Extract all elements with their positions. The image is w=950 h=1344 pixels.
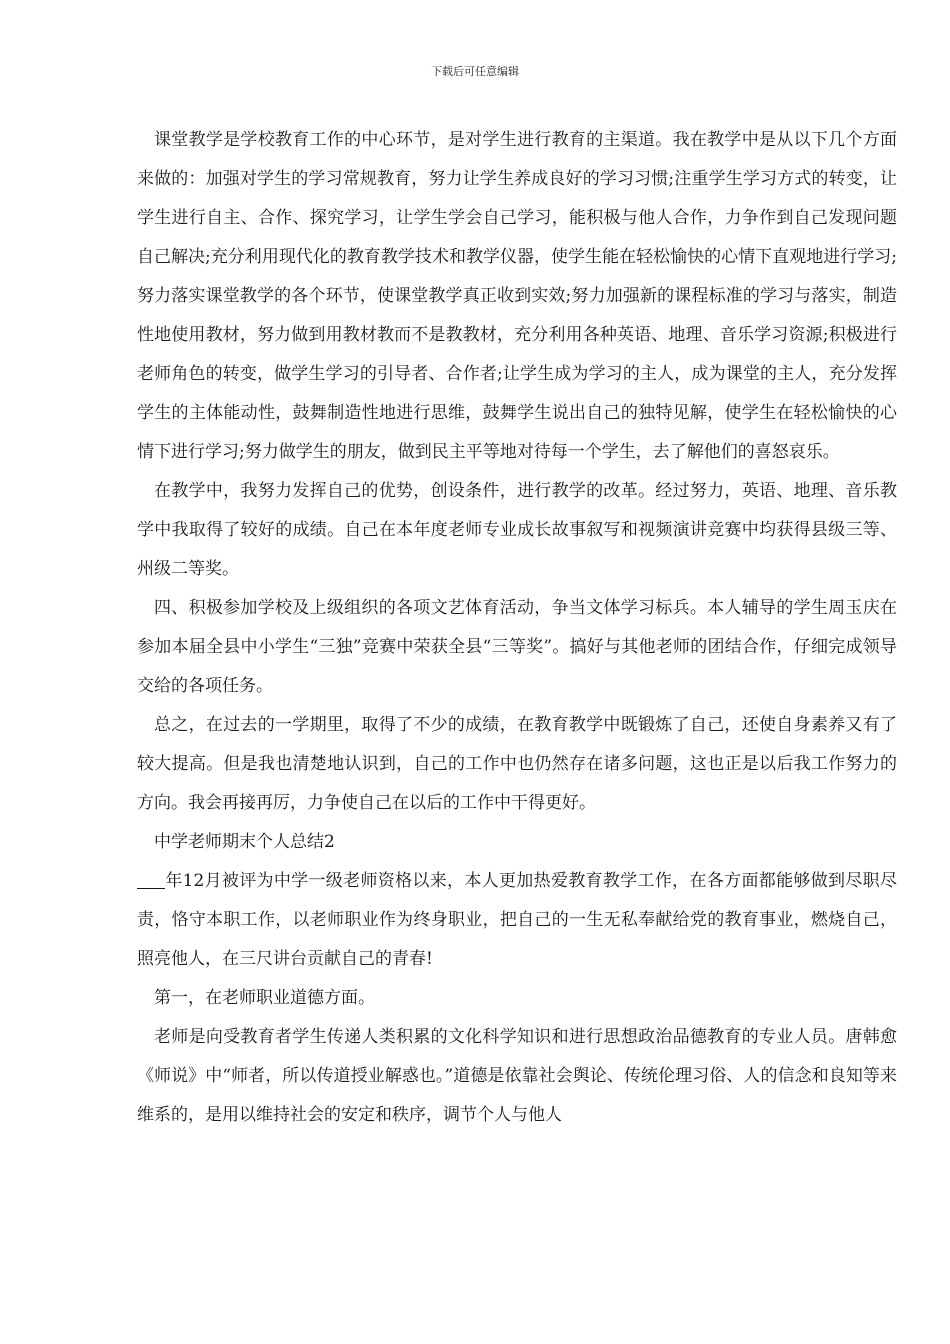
page-header: 下载后可任意编辑 xyxy=(431,65,519,78)
paragraph-conclusion: 总之，在过去的一学期里，取得了不少的成绩，在教育教学中既锻炼了自己，还使自身素养又有了较大提高。但是我也清楚地认识到，自己的工作中也仍然存在诸多问题，这也正是以后我工作努力的方向。我会再接再厉，力争使自己在以后的工作中干得更好。 xyxy=(137,715,897,813)
paragraph-activities: 四、积极参加学校及上级组织的各项文艺体育活动，争当文体学习标兵。本人辅导的学生周玉庆在参加本届全县中小学生“三独”竞赛中荣获全县“三等奖”。搞好与其他老师的团结合作，仔细完成领导交给的各项任务。 xyxy=(137,598,897,696)
paragraph-qualification-text: 年12月被评为中学一级老师资格以来，本人更加热爱教育教学工作，在各方面都能够做到尽职尽责，恪守本职工作，以老师职业作为终身职业，把自己的一生无私奉献给党的教育事业，燃烧自己，照亮他人，在三尺讲台贡献自己的青春! xyxy=(137,871,897,969)
blank-underline xyxy=(137,870,165,889)
paragraph-teaching-reform: 在教学中，我努力发挥自己的优势，创设条件，进行教学的改革。经过努力，英语、地理、音乐教学中我取得了较好的成绩。自己在本年度老师专业成长故事叙写和视频演讲竞赛中均获得县级三等、州级二等奖。 xyxy=(137,481,897,579)
paragraph-classroom-teaching: 课堂教学是学校教育工作的中心环节，是对学生进行教育的主渠道。我在教学中是从以下几个方面来做的：加强对学生的学习常规教育，努力让学生养成良好的学习习惯;注重学生学习方式的转变，让学生进行自主、合作、探究学习，让学生学会自己学习，能积极与他人合作，力争作到自己发现问题自己解决;充分利用现代化的教育教学技术和教学仪器，使学生能在轻松愉快的心情下直观地进行学习;努力落实课堂教学的各个环节，使课堂教学真正收到实效;努力加强新的课程标准的学习与落实，制造性地使用教材，努力做到用教材教而不是教教材，充分利用各种英语、地理、音乐学习资源;积极进行老师角色的转变，做学生学习的引导者、合作者;让学生成为学习的主人，成为课堂的主人，充分发挥学生的主体能动性，鼓舞制造性地进行思维，鼓舞学生说出自己的独特见解，使学生在轻松愉快的心情下进行学习;努力做学生的朋友，做到民主平等地对待每一个学生，去了解他们的喜怒哀乐。 xyxy=(137,130,897,462)
section-title: 中学老师期末个人总结2 xyxy=(154,832,335,852)
paragraph-ethics-heading: 第一，在老师职业道德方面。 xyxy=(154,988,375,1008)
paragraph-qualification xyxy=(137,862,897,979)
document-body xyxy=(137,121,897,1135)
paragraph-teacher-definition: 老师是向受教育者学生传递人类积累的文化科学知识和进行思想政治品德教育的专业人员。唐韩愈《师说》中“师者，所以传道授业解惑也。”道德是依靠社会舆论、传统伦理习俗、人的信念和良知等来维系的，是用以维持社会的安定和秩序，调节个人与他人 xyxy=(137,1027,897,1125)
